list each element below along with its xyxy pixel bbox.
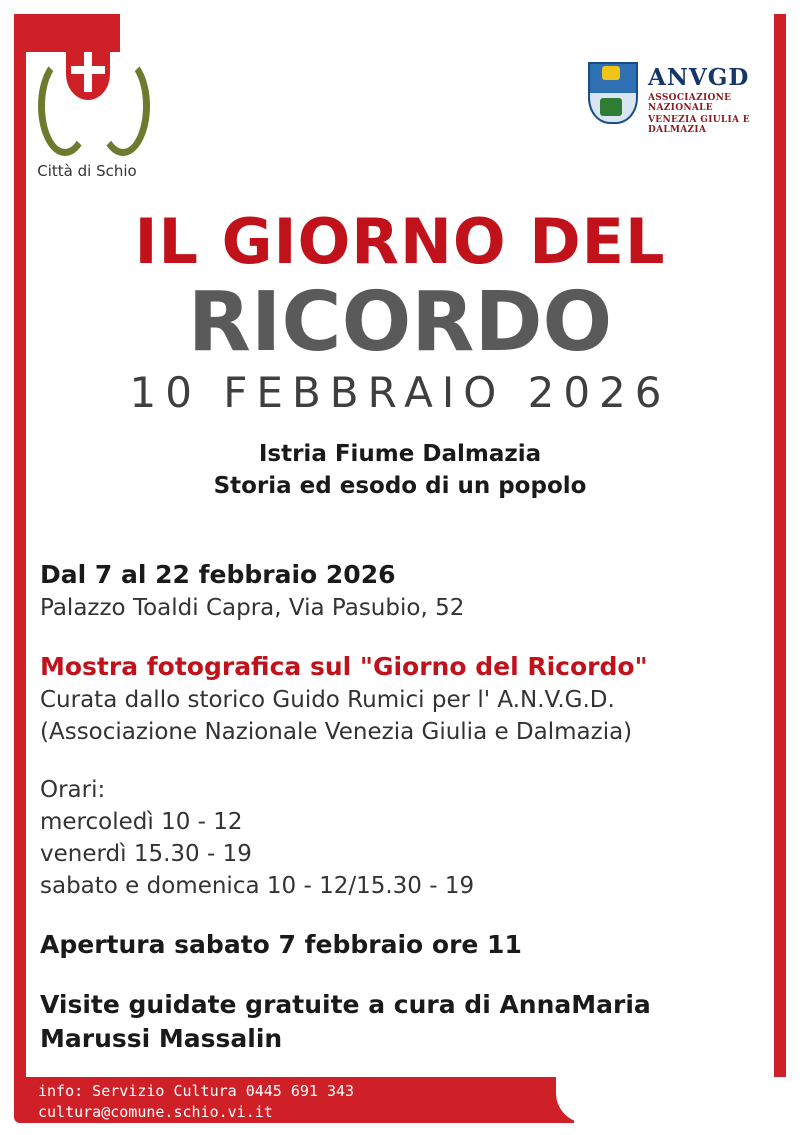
title-line-2: RICORDO — [187, 275, 613, 370]
hours-item: venerdì 15.30 - 19 — [40, 841, 252, 867]
title-line-1: IL GIORNO DEL — [134, 205, 666, 278]
subtitle-line-1: Istria Fiume Dalmazia — [258, 441, 542, 467]
title-date: 10 FEBBRAIO 2026 — [129, 368, 671, 417]
opening-info: Apertura sabato 7 febbraio ore 11 — [40, 930, 522, 959]
anvgd-acronym: ANVGD — [648, 64, 750, 91]
city-crest-icon — [22, 20, 152, 160]
subtitle-line-2: Storia ed esodo di un popolo — [213, 473, 587, 499]
crown-icon — [67, 26, 109, 46]
curator-line-2: (Associazione Nazionale Venezia Giulia e Dalmazia) — [40, 719, 633, 745]
frame-right-bar — [774, 14, 786, 1089]
frame-bottom-notch — [574, 1077, 786, 1123]
anvgd-line1: ASSOCIAZIONE NAZIONALE — [648, 93, 732, 113]
exhibit-title: Mostra fotografica sul "Giorno del Ricordo" — [40, 652, 648, 681]
anvgd-line2: VENEZIA GIULIA E DALMAZIA — [648, 115, 750, 135]
hours-item: sabato e domenica 10 - 12/15.30 - 19 — [40, 873, 475, 899]
frame-top-notch-curve — [120, 14, 786, 52]
curator-line-1: Curata dallo storico Guido Rumici per l' A.N.V.G.D. — [40, 687, 615, 713]
footer-contact — [38, 1081, 558, 1123]
footer-email-line[interactable]: cultura@comune.schio.vi.it — [38, 1103, 273, 1121]
body-content — [40, 558, 740, 1056]
event-venue: Palazzo Toaldi Capra, Via Pasubio, 52 — [40, 595, 465, 621]
footer-phone-line: info: Servizio Cultura 0445 691 343 — [38, 1082, 355, 1100]
cross-horizontal-icon — [71, 66, 105, 74]
city-logo-caption: Città di Schio — [37, 162, 137, 180]
anvgd-logo-text — [648, 62, 778, 135]
city-logo — [22, 20, 152, 190]
anvgd-logo — [588, 62, 778, 142]
anvgd-shield-icon — [588, 62, 638, 124]
hours-item: mercoledì 10 - 12 — [40, 809, 243, 835]
hours-label: Orari: — [40, 777, 106, 803]
subtitle — [0, 438, 800, 502]
guided-tours-info: Visite guidate gratuite a cura di AnnaMaria Marussi Massalin — [40, 990, 651, 1053]
event-dates: Dal 7 al 22 febbraio 2026 — [40, 560, 396, 589]
